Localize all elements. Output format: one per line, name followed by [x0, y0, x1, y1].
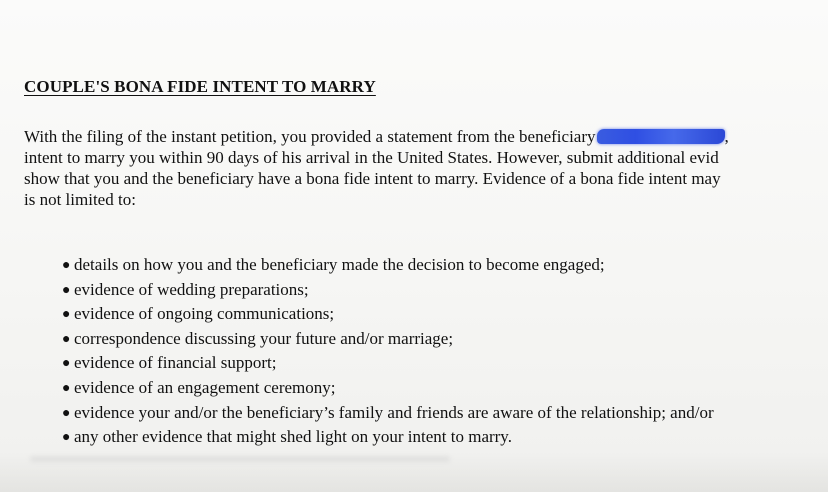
list-item [62, 278, 714, 303]
bullet-icon: ● [62, 307, 71, 323]
body-paragraph [24, 126, 828, 210]
list-item-text: evidence of an engagement ceremony; [74, 377, 336, 397]
list-item-text: details on how you and the beneficiary made the decision to become engaged; [74, 255, 605, 274]
paragraph-line-1-text: With the filing of the instant petition, you provided a statement from the beneficiary [24, 127, 596, 146]
list-item [62, 327, 714, 352]
bullet-icon: ● [62, 282, 71, 298]
list-item [62, 253, 714, 278]
bullet-icon: ● [62, 380, 71, 396]
list-item-text: evidence of ongoing communications; [74, 304, 335, 324]
redaction-mark [597, 129, 725, 144]
paragraph-line-4: is not limited to: [24, 190, 136, 209]
list-item-text: evidence your and/or the beneficiary’s family and friends are aware of the relationship; and/or [74, 402, 714, 422]
paragraph-line-2: intent to marry you within 90 days of his arrival in the United States. However, submit additional evid [24, 148, 719, 167]
scan-smudge [30, 456, 450, 462]
list-item [62, 425, 714, 450]
bullet-icon: ● [62, 405, 71, 421]
list-item [62, 401, 714, 426]
paragraph-line-1 [24, 126, 828, 147]
bullet-icon: ● [62, 258, 71, 273]
evidence-list [62, 253, 714, 450]
paragraph-line-1-end: , [724, 127, 729, 146]
list-item-text: correspondence discussing your future and/or marriage; [74, 328, 454, 348]
paragraph-line-3: show that you and the beneficiary have a bona fide intent to marry. Evidence of a bona fide intent may [24, 169, 721, 188]
list-item [62, 376, 714, 401]
list-item [62, 351, 714, 376]
list-item-text: evidence of wedding preparations; [74, 279, 309, 299]
bullet-icon: ● [62, 430, 71, 446]
bullet-icon: ● [62, 356, 71, 372]
bullet-icon: ● [62, 331, 71, 347]
section-heading: COUPLE'S BONA FIDE INTENT TO MARRY [24, 77, 376, 96]
list-item-text: evidence of financial support; [74, 353, 277, 373]
list-item [62, 302, 714, 327]
list-item-text: any other evidence that might shed light on your intent to marry. [74, 427, 512, 447]
